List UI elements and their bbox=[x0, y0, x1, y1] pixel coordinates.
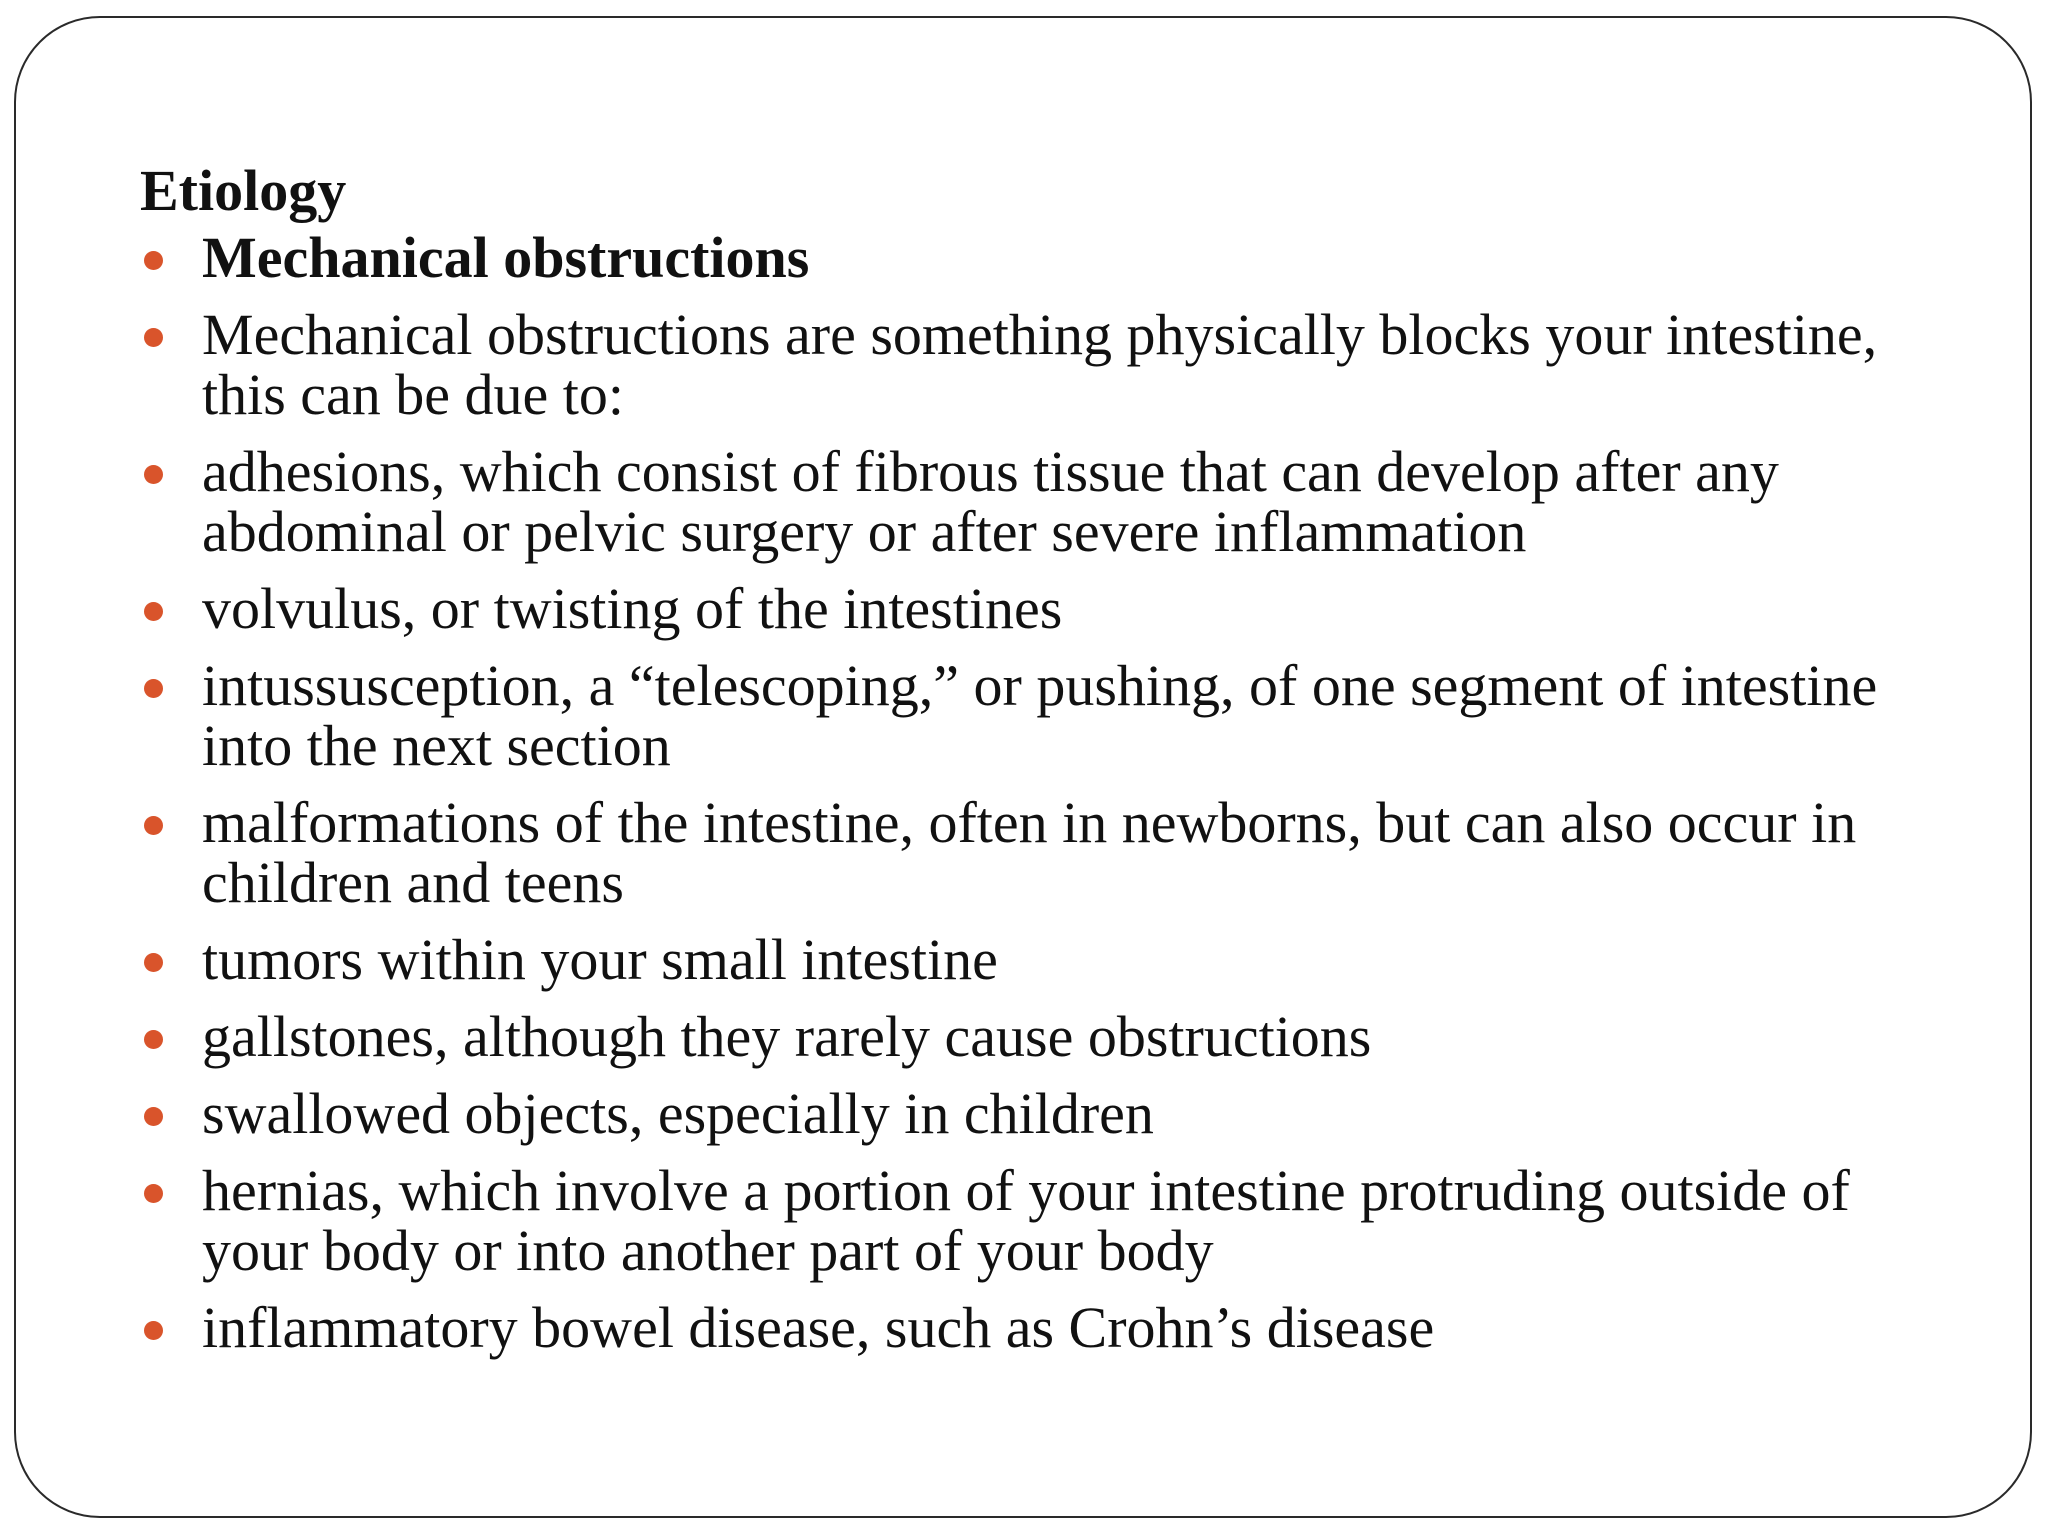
bullet-list bbox=[140, 225, 1970, 1360]
bullet-text: volvulus, or twisting of the intestines bbox=[202, 576, 1063, 641]
bullet-dot-icon bbox=[144, 679, 163, 698]
bullet-item bbox=[140, 1081, 1970, 1146]
slide-heading: Etiology bbox=[140, 158, 347, 223]
bullet-text: gallstones, although they rarely cause obstructions bbox=[202, 1004, 1372, 1069]
bullet-item bbox=[140, 439, 1970, 564]
bullet-item bbox=[140, 1295, 1970, 1360]
bullet-item bbox=[140, 225, 1970, 290]
slide-frame bbox=[14, 16, 2032, 1518]
bullet-item bbox=[140, 927, 1970, 992]
bullet-item bbox=[140, 576, 1970, 641]
bullet-text: tumors within your small intestine bbox=[202, 927, 998, 992]
bullet-text: Mechanical obstructions bbox=[202, 225, 810, 290]
bullet-text: Mechanical obstructions are something physically blocks your intestine, this can be due to: bbox=[202, 302, 1878, 427]
bullet-dot-icon bbox=[144, 328, 163, 347]
bullet-text: intussusception, a “telescoping,” or pushing, of one segment of intestine into the next section bbox=[202, 653, 1878, 778]
bullet-text: swallowed objects, especially in children bbox=[202, 1081, 1154, 1146]
bullet-text: inflammatory bowel disease, such as Crohn’s disease bbox=[202, 1295, 1435, 1360]
slide-content bbox=[140, 154, 1970, 1375]
bullet-item bbox=[140, 1004, 1970, 1069]
bullet-dot-icon bbox=[144, 602, 163, 621]
bullet-dot-icon bbox=[144, 251, 163, 270]
bullet-item bbox=[140, 302, 1970, 427]
bullet-item bbox=[140, 653, 1970, 778]
bullet-dot-icon bbox=[144, 1107, 163, 1126]
bullet-dot-icon bbox=[144, 953, 163, 972]
bullet-item bbox=[140, 1158, 1970, 1283]
bullet-dot-icon bbox=[144, 1030, 163, 1049]
bullet-dot-icon bbox=[144, 816, 163, 835]
bullet-text: hernias, which involve a portion of your intestine protruding outside of your body or into another part of your body bbox=[202, 1158, 1850, 1283]
bullet-item bbox=[140, 790, 1970, 915]
bullet-text: adhesions, which consist of fibrous tissue that can develop after any abdominal or pelvic surgery or after severe inflammation bbox=[202, 439, 1779, 564]
bullet-text: malformations of the intestine, often in newborns, but can also occur in children and teens bbox=[202, 790, 1857, 915]
bullet-dot-icon bbox=[144, 465, 163, 484]
bullet-dot-icon bbox=[144, 1321, 163, 1340]
bullet-dot-icon bbox=[144, 1184, 163, 1203]
